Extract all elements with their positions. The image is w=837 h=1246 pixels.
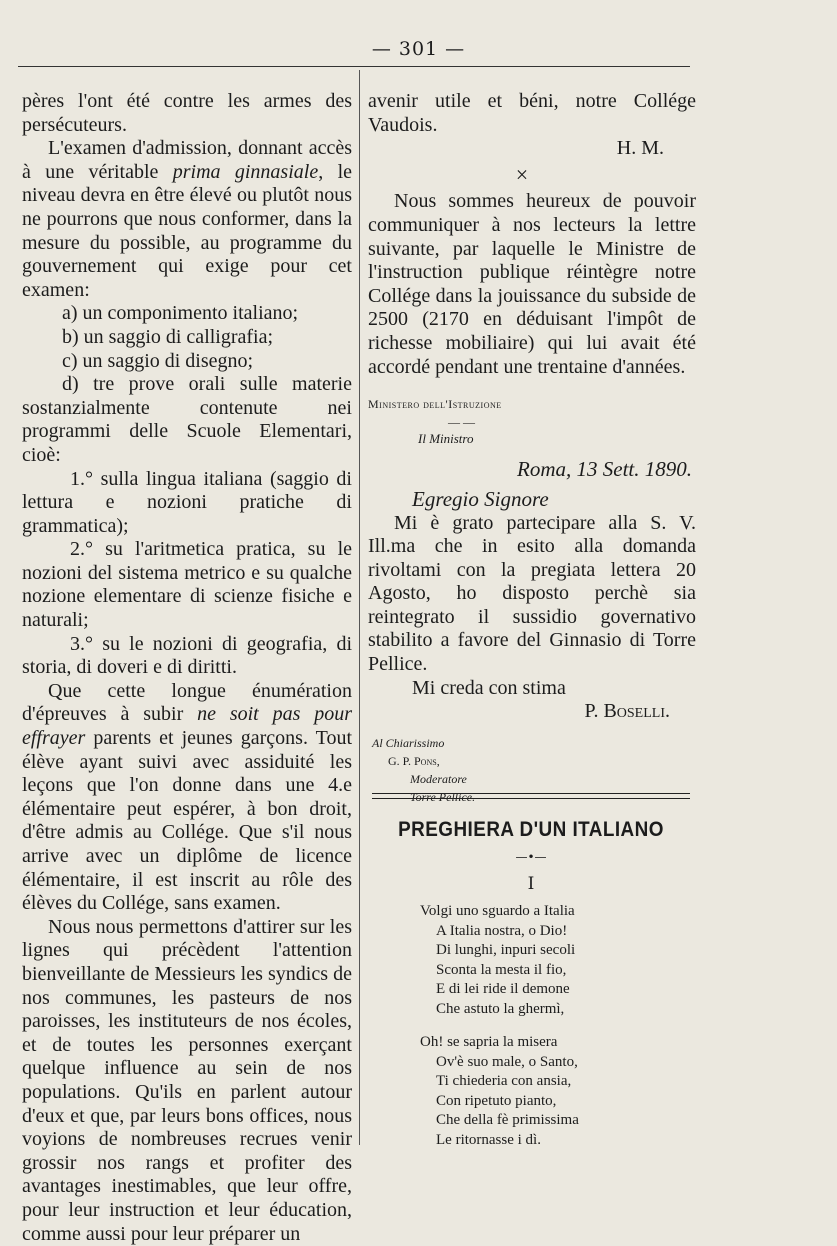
list-item: 1.° sulla lingua italiana (saggio di lettura e nozioni pratiche di grammatica); bbox=[22, 467, 352, 537]
list-item: a) un componimento italiano; bbox=[62, 302, 299, 325]
letterhead: Ministero dell'Istruzione bbox=[368, 397, 502, 412]
page-number: — 301 — bbox=[371, 38, 466, 60]
poem-line: E di lei ride il demone bbox=[436, 981, 570, 997]
list-item: c) un saggio di disegno; bbox=[62, 349, 254, 372]
left-column bbox=[22, 90, 352, 1246]
letter-date: Roma, 13 Sett. 1890. bbox=[517, 457, 692, 482]
list-item: d) tre prove orali sulle materie sostanzialmente contenute nei programmi delle Scuole Elementari, cioè: bbox=[22, 373, 352, 466]
poem-line: Che della fè primissima bbox=[436, 1112, 579, 1128]
poem-line: Di lunghi, inpuri secoli bbox=[436, 942, 576, 958]
list-item: b) un saggio di calligrafia; bbox=[62, 325, 274, 348]
ornament: —•— bbox=[515, 850, 547, 864]
double-rule bbox=[372, 793, 690, 799]
column-divider bbox=[359, 70, 360, 1145]
poem-line: Ov'è suo male, o Santo, bbox=[436, 1053, 578, 1070]
paragraph: pères l'ont été contre les armes des persécuteurs. bbox=[22, 90, 352, 136]
poem-line: Le ritornasse i dì. bbox=[436, 1131, 541, 1148]
letter-greeting: Egregio Signore bbox=[412, 486, 549, 511]
poem-title: PREGHIERA D'UN ITALIANO bbox=[398, 818, 664, 841]
paragraph: Que cette longue énumération d'épreuves à subir ne soit pas pour effrayer parents et jeunes garçons. Tout élève ayant suivi avec assiduité les leçons que l'on donne dans une 4.e élémentaire peut espérer, à bon droit, d'être admis au Collége. Que s'il nous arrive avec un diplôme de licence élémentaire, il est inscrit au rôle des élèves du Collége, sans examen. bbox=[22, 679, 352, 915]
letterhead-dash: — — bbox=[448, 414, 475, 429]
stanza-number: I bbox=[527, 874, 535, 894]
paragraph: L'examen d'admission, donnant accès à une véritable prima ginnasiale, le niveau devra en être élevé ou plutôt nous ne pourrons que nous conformer, dans la mesure du possible, au programme du gouvernement qui exige pour cet examen: bbox=[22, 137, 352, 301]
list-item: 3.° su le nozioni di geografia, di storia, di doveri e di diritti. bbox=[22, 632, 352, 679]
letterhead-sender: Il Ministro bbox=[418, 430, 474, 446]
poem-body bbox=[420, 902, 690, 1150]
right-column bbox=[368, 90, 696, 806]
poem-line: Volgi uno sguardo a Italia bbox=[420, 903, 575, 919]
address-line: Moderatore bbox=[410, 771, 467, 786]
poem-line: A Italia nostra, o Dio! bbox=[436, 922, 568, 939]
list-item: 2.° su l'aritmetica pratica, su le nozioni del sistema metrico e su qualche nozione elementare di scienze fisiche e naturali; bbox=[22, 538, 352, 632]
letter-body: Mi è grato partecipare alla S. V. Ill.ma che in esito alla domanda rivoltami con la pregiata lettera 20 Agosto, ho disposto perchè sia reintegrato il sussidio governativo stabilito a favore del Ginnasio di Torre Pellice. bbox=[368, 511, 696, 676]
poem-line: Con ripetuto pianto, bbox=[436, 1092, 557, 1109]
section-separator: × bbox=[515, 161, 529, 187]
address-line: G. P. Pons, bbox=[388, 753, 440, 768]
paragraph: Nous sommes heureux de pouvoir communiquer à nos lecteurs la lettre suivante, par laquelle le Ministre de l'instruction publique réintègre notre Collége dans la jouissance du subside de 2500 (2170 en déduisant l'impôt de richesse mobiliaire) qui lui avait été accordé pendant une trentaine d'années. bbox=[368, 190, 696, 378]
poem-line: Oh! se sapria la misera bbox=[420, 1034, 558, 1050]
paragraph: Nous nous permettons d'attirer sur les lignes qui précèdent l'attention bienveillante de Messieurs les syndics de nos communes, les pasteurs de nos paroisses, les instituteurs de nos écoles, et de toutes les personnes exerçant quelque influence au sein de nos populations. Qu'ils en parlent autour d'eux et que, par leurs bons offices, nous voyions de nombreuses recrues venir grossir nos rangs et profiter des avantages inestimables, que leur offre, pour leur instruction et leur éducation, comme aussi pour leur préparer un bbox=[22, 915, 352, 1245]
poem-line: Che astuto la ghermì, bbox=[436, 1000, 565, 1017]
header-rule bbox=[18, 66, 690, 67]
poem-line: Ti chiederia con ansia, bbox=[436, 1073, 572, 1089]
address-line: Torre Pellice. bbox=[410, 789, 476, 804]
poem-line: Sconta la mesta il fio, bbox=[436, 961, 567, 978]
letter-signature: P. Boselli. bbox=[584, 700, 670, 723]
paragraph: avenir utile et béni, notre Collége Vaudois. bbox=[368, 90, 696, 136]
author-initials: H. M. bbox=[616, 137, 664, 160]
address-line: Al Chiarissimo bbox=[372, 735, 445, 750]
letter-closing: Mi creda con stima bbox=[412, 676, 566, 699]
